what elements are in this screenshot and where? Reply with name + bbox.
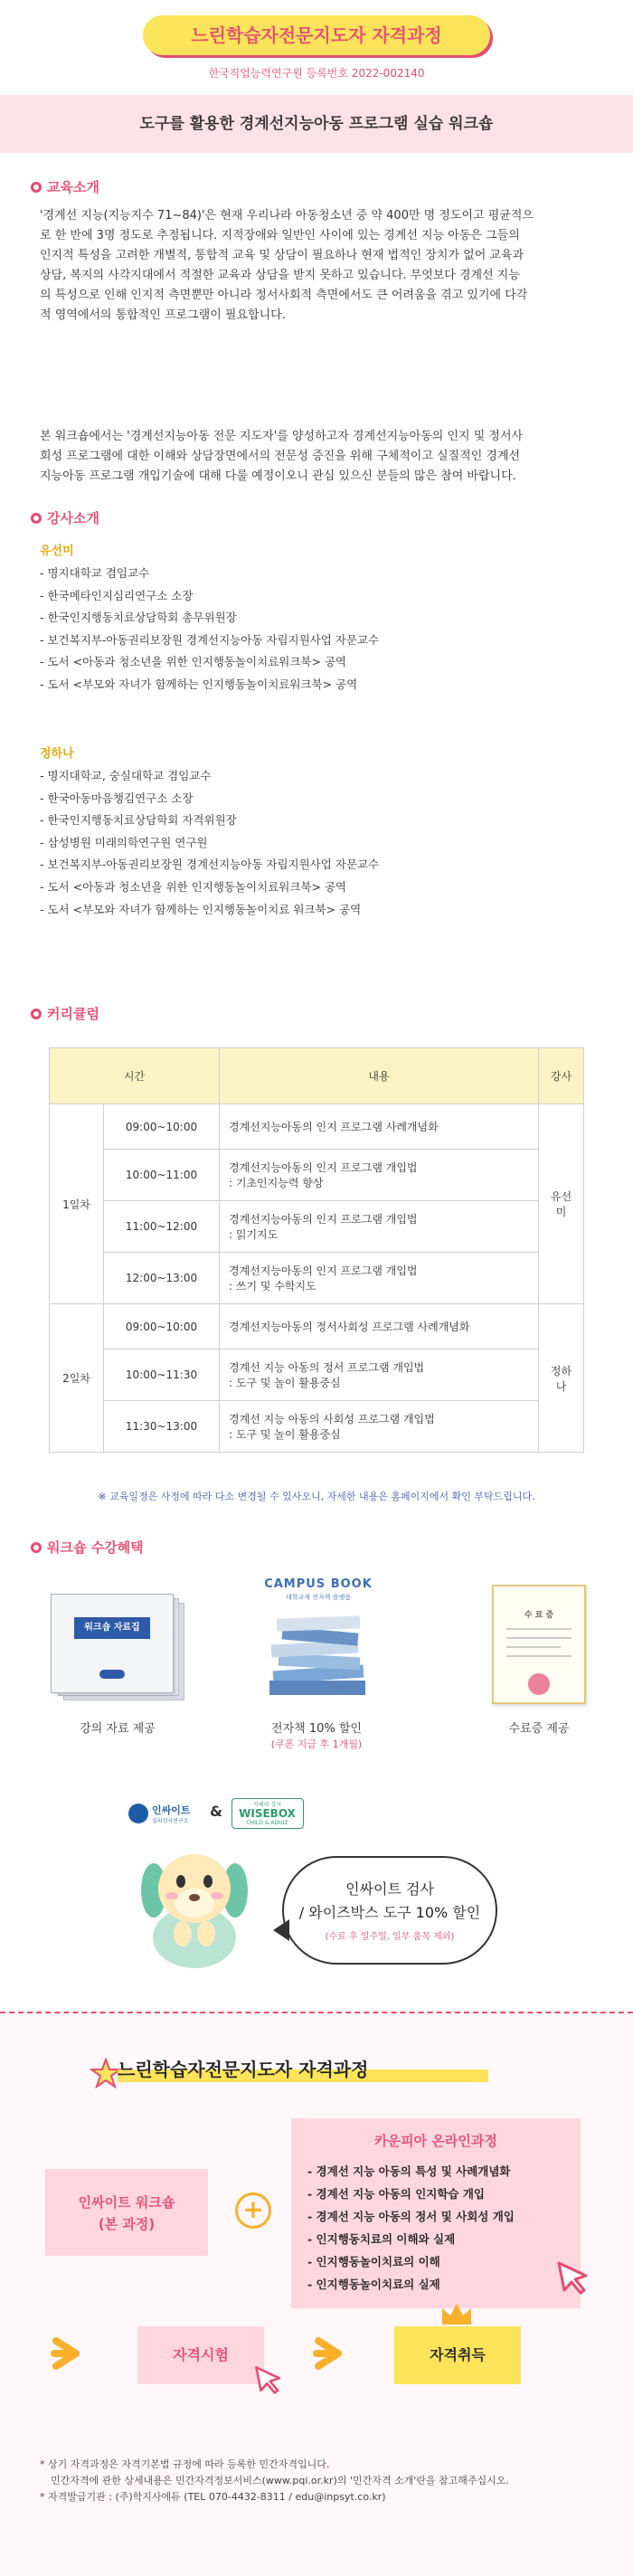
time-cell: 11:30~13:00 [104,1401,220,1453]
intro-line: '경계선 지능(지능지수 71~84)'은 현재 우리나라 아동청소년 중 약 400만 명 정도이고 평균적으 [40,209,534,223]
content-line: : 도구 및 놀이 활용중심 [229,1428,341,1441]
benefits-heading [31,1538,144,1557]
instructors-heading-text: 강사소개 [47,510,99,526]
time-cell: 12:00~13:00 [104,1253,220,1304]
bubble-line-1: 인싸이트 검사 [345,1880,434,1898]
instructor-career: - 도서 <아동과 청소년을 위한 인지행동놀이치료워크북> 공역 [40,879,347,894]
list-item: - 경계선 지능 아동의 정서 및 사회성 개입 [307,2210,515,2223]
cursor-pointer-icon [253,2364,284,2395]
exam-label: 자격시험 [173,2346,229,2363]
intro-line: 본 워크숍에서는 '경계선지능아동 전문 지도자'를 양성하고자 경계선지능아동의 인지 및 정서사 [40,430,524,443]
workbook-binder-image [51,1594,186,1702]
mascot-dog-illustration [136,1836,253,1972]
cursor-pointer-icon [555,2259,591,2296]
table-row [50,1150,584,1201]
content-line: 경계선지능아동의 인지 프로그램 사례개념화 [229,1121,439,1133]
table-header-content: 내용 [220,1048,539,1104]
instructor-career: - 삼성병원 미래의학연구원 연구원 [40,835,208,849]
benefit-label-3: 수료증 제공 [508,1722,570,1736]
content-line: : 기초인지능력 향상 [229,1177,324,1189]
benefit-label-2: 전자책 10% 할인 [271,1722,362,1736]
time-cell: 11:00~12:00 [104,1201,220,1253]
footnote-line: * 상기 자격과정은 자격기본법 규정에 따라 등록한 민간자격입니다. [40,2458,330,2470]
binder-label: 워크숍 자료집 [74,1617,150,1639]
content-line: 경계선 지능 아동의 사회성 프로그램 개입법 [229,1413,435,1425]
instructor-cell: 유선미 [539,1104,584,1304]
content-line: 경계선 지능 아동의 정서 프로그램 개입법 [229,1361,425,1374]
workshop-box [45,2169,208,2256]
benefit-label-1: 강의 자료 제공 [80,1722,156,1736]
arrow-right-icon [311,2335,362,2372]
online-course-title: 카운피아 온라인과정 [374,2133,497,2149]
intro-paragraph-2 [40,427,600,487]
table-row [50,1201,584,1253]
benefits-heading-text: 워크숍 수강혜택 [47,1539,144,1556]
content-line: 경계선지능아동의 인지 프로그램 개입법 [229,1213,418,1226]
content-line: : 읽기지도 [229,1228,279,1241]
intro-paragraph-1 [40,206,600,326]
content-line: : 쓰기 및 수학지도 [229,1280,316,1293]
qualification-notes [40,2457,619,2505]
content-cell [220,1350,539,1401]
star-icon [90,2058,121,2088]
inpsyt-logo-sub: 심리검사연구소 [152,1818,189,1824]
intro-line: 적 영역에서의 통합적인 프로그램이 필요합니다. [40,308,286,322]
content-cell [220,1150,539,1201]
content-cell [220,1201,539,1253]
instructors-heading [31,508,99,527]
intro-line: 지능아동 프로그램 개입기술에 대해 다룰 예정이오니 관심 있으신 분들의 많은 참여 바랍니다. [40,469,516,483]
list-item: - 인지행동놀이치료의 이해 [307,2255,440,2268]
list-item: - 경계선 지능 아동의 특성 및 사례개념화 [307,2164,511,2178]
table-row [50,1104,584,1150]
intro-line: 로 한 반에 3명 정도로 추정됩니다. 지적장애와 일반인 사이에 있는 경계선 지능 아동은 그들의 [40,229,520,242]
curriculum-note: ※ 교육일정은 사정에 따라 다소 변경될 수 있사오니, 자세한 내용은 홈페이지에서 확인 부탁드립니다. [98,1491,535,1502]
plus-symbol: + [242,2194,264,2224]
wisebox-logo [231,1798,304,1829]
intro-line: 회성 프로그램에 대한 이해와 상담장면에서의 전문성 증진을 위해 구체적이고 실질적인 경계선 [40,450,521,463]
footnote-line: * 자격발급기관 : (주)학지사에듀 (TEL 070-4432-8311 / edu@inpsyt.co.kr) [40,2491,386,2503]
table-row [50,1401,584,1453]
table-header-instructor: 강사 [539,1048,584,1104]
ampersand: & [210,1803,222,1820]
bubble-line-2: / 와이즈박스 도구 10% 할인 [298,1904,481,1921]
instructor-cell: 정하나 [539,1304,584,1453]
arrow-right-icon [49,2335,99,2372]
content-cell [220,1401,539,1453]
content-cell [220,1104,539,1150]
campus-book-logo-sub: 대학교재 전자책 플랫폼 [285,1594,352,1601]
intro-line: 인지적 특성을 고려한 개별적, 통합적 교육 및 상담이 필요하나 현재 법적인 장치가 없어 교육과 [40,249,524,262]
wisebox-logo-text: WISEBOX [239,1807,296,1820]
instructor-block [40,541,600,696]
table-row [50,1350,584,1401]
inpsyt-logo-text: 인싸이트 [152,1804,191,1816]
instructor-career: - 도서 <부모와 자녀가 함께하는 인지행동놀이치료워크북> 공역 [40,677,358,691]
table-row [50,1253,584,1304]
instructor-career: - 한국아동마음챙김연구소 소장 [40,791,194,805]
instructor-career: - 한국인지행동치료상담학회 자격위원장 [40,813,237,828]
list-item: - 인지행동놀이치료의 실제 [307,2278,440,2291]
curriculum-heading [31,1004,99,1023]
qualification-title: 느린학습자전문지도자 자격과정 [118,2059,369,2080]
benefit-sub-2: (쿠폰 지급 후 1개월) [270,1738,363,1750]
ring-bullet-icon [31,513,42,524]
ring-bullet-icon [31,182,42,193]
time-cell: 09:00~10:00 [104,1304,220,1350]
instructor-name: 정하나 [40,747,74,761]
wisebox-logo-sub: CHILD & ADULT [246,1820,288,1826]
ring-bullet-icon [31,1542,42,1553]
intro-heading-text: 교육소개 [47,179,99,195]
content-line: 경계선지능아동의 인지 프로그램 개입법 [229,1264,418,1277]
content-line: 경계선지능아동의 인지 프로그램 개입법 [229,1161,418,1174]
instructor-career: - 도서 <부모와 자녀가 함께하는 인지행동놀이치료 워크북> 공역 [40,902,362,916]
ring-bullet-icon [31,1009,42,1019]
banner-title: 도구를 활용한 경계선지능아동 프로그램 실습 워크숍 [139,115,494,133]
instructor-block [40,743,600,921]
workshop-label: 인싸이트 워크숍 [78,2194,175,2211]
content-line: : 도구 및 놀이 활용중심 [229,1377,341,1389]
footnote-line: 민간자격에 관한 상세내용은 민간자격정보서비스(www.pqi.or.kr)의 '민간자격 소개'란을 참고해주십시오. [51,2475,509,2486]
list-item: - 인지행동치료의 이해와 실제 [307,2232,456,2246]
certificate-title: 수 료 증 [524,1611,554,1620]
plus-icon [235,2192,271,2229]
header-subtitle: 한국직업능력연구원 등록번호 2022-002140 [208,67,425,80]
content-cell [220,1253,539,1304]
time-cell: 10:00~11:30 [104,1350,220,1401]
day-cell: 2일차 [50,1304,104,1453]
header-title: 느린학습자전문지도자 자격과정 [191,24,442,46]
instructor-career: - 한국인지행동치료상담학회 총무위원장 [40,611,237,625]
crown-icon [439,2301,474,2328]
time-cell: 09:00~10:00 [104,1104,220,1150]
intro-line: 의 특성으로 인해 인지적 측면뿐만 아니라 정서사회적 측면에서도 큰 어려움을 겪고 있기에 다각 [40,289,528,302]
table-header-time: 시간 [50,1048,220,1104]
content-cell [220,1304,539,1350]
instructor-career: - 명지대학교, 숭실대학교 겸임교수 [40,769,212,782]
instructor-career: - 명지대학교 겸임교수 [40,566,150,580]
bubble-note: (수료 후 일주일, 일부 품목 제외) [325,1932,455,1942]
curriculum-table [49,1047,584,1453]
intro-heading [31,177,99,196]
list-item: - 경계선 지능 아동의 인지학습 개입 [307,2187,485,2201]
wisebox-logo-top: 지혜의 상자 [253,1802,281,1808]
table-row [50,1304,584,1350]
instructor-name: 유선미 [40,545,74,558]
time-cell: 10:00~11:00 [104,1150,220,1201]
instructor-career: - 한국메타인지심리연구소 소장 [40,588,194,602]
campus-book-logo: CAMPUS BOOK [264,1577,373,1591]
instructor-career: - 보건복지부-아동권리보장원 경계선지능아동 자립지원사업 자문교수 [40,857,380,872]
certificate-get-label: 자격취득 [430,2346,486,2363]
workshop-sub: (본 과정) [98,2216,156,2232]
instructor-career: - 보건복지부-아동권리보장원 경계선지능아동 자립지원사업 자문교수 [40,632,380,647]
campus-book-image [255,1577,382,1713]
content-line: 경계선지능아동의 정서사회성 프로그램 사례개념화 [229,1321,470,1333]
day-cell: 1일차 [50,1104,104,1304]
online-course-list [307,2160,570,2296]
curriculum-heading-text: 커리큘럼 [47,1006,99,1022]
table-header-row [50,1048,584,1104]
instructor-career: - 도서 <아동과 청소년을 위한 인지행동놀이치료워크북> 공역 [40,655,347,669]
certificate-image [492,1585,586,1704]
intro-line: 상담, 복지의 사각지대에서 적절한 교육과 상담을 받지 못하고 있습니다. 무엇보다 경계선 지능 [40,269,520,282]
